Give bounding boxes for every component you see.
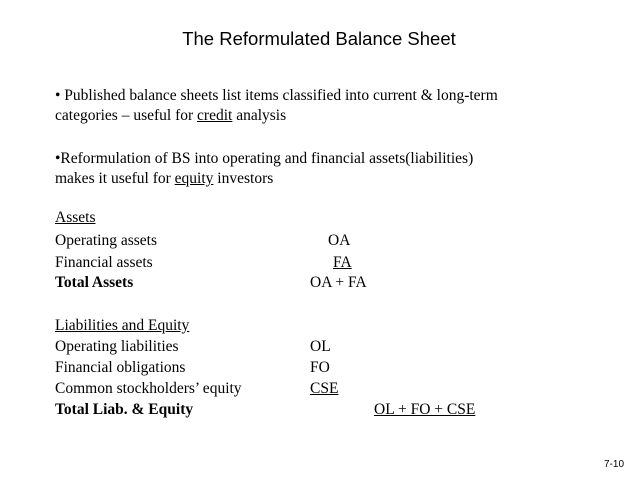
credit-underlined-word: credit — [197, 107, 233, 124]
operating-liabilities-label: Operating liabilities — [55, 338, 179, 355]
page-number: 7-10 — [603, 459, 624, 470]
bullet-1-line-1: • Published balance sheets list items classified into current & long-term — [55, 87, 498, 104]
bullet-reformulation — [55, 149, 615, 189]
financial-assets-value: FA — [333, 254, 352, 271]
bullet-published-balance-sheets — [55, 86, 615, 126]
bullet-2-line-2-start: makes it useful for — [55, 170, 175, 187]
financial-obligations-value: FO — [310, 359, 330, 376]
operating-liabilities-value: OL — [310, 338, 331, 355]
equity-underlined-word: equity — [174, 170, 214, 187]
bullet-2-line-2-end: investors — [213, 170, 274, 187]
bullet-2-line-1: •Reformulation of BS into operating and financial assets(liabilities) — [55, 150, 474, 167]
operating-assets-label: Operating assets — [55, 232, 158, 249]
common-equity-label: Common stockholders’ equity — [55, 380, 242, 397]
bullet-1-line-2-start: categories – useful for — [55, 107, 198, 124]
common-equity-value: CSE — [310, 380, 339, 397]
operating-assets-value: OA — [328, 232, 351, 249]
financial-assets-label: Financial assets — [55, 254, 153, 271]
total-assets-label: Total Assets — [55, 274, 134, 291]
liabilities-heading: Liabilities and Equity — [55, 317, 190, 334]
total-liab-equity-label: Total Liab. & Equity — [55, 401, 194, 418]
total-assets-value: OA + FA — [310, 274, 367, 291]
assets-heading: Assets — [55, 209, 96, 226]
total-liab-equity-value: OL + FO + CSE — [374, 401, 476, 418]
slide-title: The Reformulated Balance Sheet — [182, 28, 456, 49]
bullet-1-line-2-end: analysis — [232, 107, 287, 124]
financial-obligations-label: Financial obligations — [55, 359, 186, 376]
